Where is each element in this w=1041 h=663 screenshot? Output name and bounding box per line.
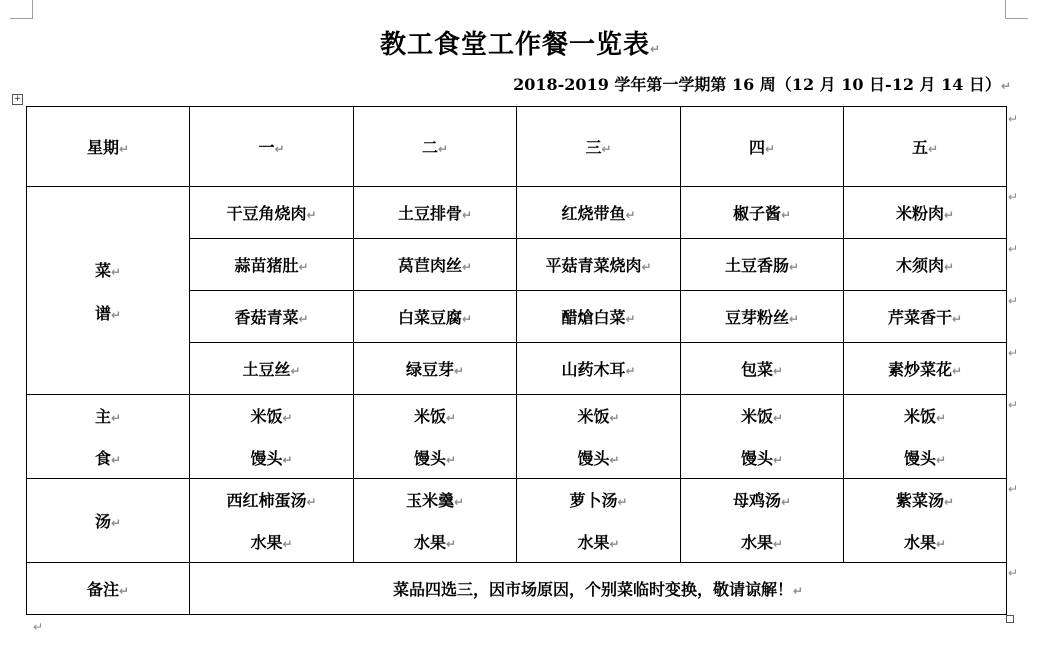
dish-cell[interactable]: 素炒菜花↵ (844, 343, 1007, 395)
soup-cell[interactable]: 母鸡汤↵ 水果↵ (681, 479, 844, 563)
paragraph-mark-icon: ↵ (649, 42, 662, 56)
notes-text[interactable]: 菜品四选三，因市场原因，个别菜临时变换，敬请谅解！↵ (190, 563, 1007, 615)
soup-section-label[interactable]: 汤↵ (27, 479, 190, 563)
table-row-staple (27, 395, 1007, 479)
dish-cell[interactable]: 蒜苗猪肚↵ (190, 239, 354, 291)
soup-cell[interactable]: 萝卜汤↵ 水果↵ (517, 479, 681, 563)
weekday-header-fri[interactable]: 五↵ (844, 107, 1007, 187)
row-end-mark-icon: ↵ (1008, 190, 1019, 204)
row-end-mark-icon: ↵ (1008, 242, 1019, 256)
row-end-mark-icon: ↵ (1008, 346, 1019, 360)
dish-cell[interactable]: 椒子酱↵ (681, 187, 844, 239)
menu-table (26, 106, 1007, 615)
row-end-mark-icon: ↵ (1008, 482, 1019, 496)
table-row-soup (27, 479, 1007, 563)
soup-cell[interactable]: 西红柿蛋汤↵ 水果↵ (190, 479, 354, 563)
dish-cell[interactable]: 山药木耳↵ (517, 343, 681, 395)
dish-cell[interactable]: 土豆排骨↵ (354, 187, 517, 239)
dish-cell[interactable]: 香菇青菜↵ (190, 291, 354, 343)
document-title[interactable]: 教工食堂工作餐一览表↵ (379, 30, 662, 60)
row-end-mark-icon: ↵ (1008, 398, 1019, 412)
weekday-header-tue[interactable]: 二↵ (354, 107, 517, 187)
table-resize-handle-icon[interactable] (1006, 615, 1014, 623)
weekday-header-label[interactable]: 星期↵ (27, 107, 190, 187)
notes-label[interactable]: 备注↵ (27, 563, 190, 615)
staple-cell[interactable]: 米饭↵ 馒头↵ (844, 395, 1007, 479)
table-move-handle-icon[interactable]: + (13, 94, 22, 104)
crop-mark-top-left (10, 0, 33, 19)
staple-cell[interactable]: 米饭↵ 馒头↵ (517, 395, 681, 479)
dish-cell[interactable]: 米粉肉↵ (844, 187, 1007, 239)
dish-cell[interactable]: 醋熗白菜↵ (517, 291, 681, 343)
paragraph-mark-icon: ↵ (33, 620, 44, 634)
table-row-header (27, 107, 1007, 187)
table-row (27, 187, 1007, 239)
weekday-header-wed[interactable]: 三↵ (517, 107, 681, 187)
staple-cell[interactable]: 米饭↵ 馒头↵ (354, 395, 517, 479)
dish-cell[interactable]: 芹菜香干↵ (844, 291, 1007, 343)
row-end-mark-icon: ↵ (1008, 566, 1019, 580)
table-row-notes (27, 563, 1007, 615)
staple-section-label[interactable]: 主↵ 食↵ (27, 395, 190, 479)
staple-cell[interactable]: 米饭↵ 馒头↵ (681, 395, 844, 479)
weekday-header-thu[interactable]: 四↵ (681, 107, 844, 187)
dish-cell[interactable]: 红烧带鱼↵ (517, 187, 681, 239)
dish-cell[interactable]: 白菜豆腐↵ (354, 291, 517, 343)
dish-cell[interactable]: 豆芽粉丝↵ (681, 291, 844, 343)
document-subtitle[interactable]: 2018-2019 学年第一学期第 16 周（12 月 10 日-12 月 14 日）↵ (513, 75, 1011, 94)
crop-mark-top-right (1005, 0, 1028, 19)
paragraph-mark-icon: ↵ (1000, 79, 1011, 93)
dish-cell[interactable]: 木须肉↵ (844, 239, 1007, 291)
menu-section-label[interactable]: 菜↵ 谱↵ (27, 187, 190, 395)
dish-cell[interactable]: 土豆丝↵ (190, 343, 354, 395)
dish-cell[interactable]: 平菇青菜烧肉↵ (517, 239, 681, 291)
soup-cell[interactable]: 玉米羹↵ 水果↵ (354, 479, 517, 563)
dish-cell[interactable]: 绿豆芽↵ (354, 343, 517, 395)
weekday-header-mon[interactable]: 一↵ (190, 107, 354, 187)
soup-cell[interactable]: 紫菜汤↵ 水果↵ (844, 479, 1007, 563)
dish-cell[interactable]: 莴苣肉丝↵ (354, 239, 517, 291)
dish-cell[interactable]: 干豆角烧肉↵ (190, 187, 354, 239)
staple-cell[interactable]: 米饭↵ 馒头↵ (190, 395, 354, 479)
row-end-mark-icon: ↵ (1008, 294, 1019, 308)
row-end-mark-icon: ↵ (1008, 112, 1019, 126)
dish-cell[interactable]: 包菜↵ (681, 343, 844, 395)
dish-cell[interactable]: 土豆香肠↵ (681, 239, 844, 291)
